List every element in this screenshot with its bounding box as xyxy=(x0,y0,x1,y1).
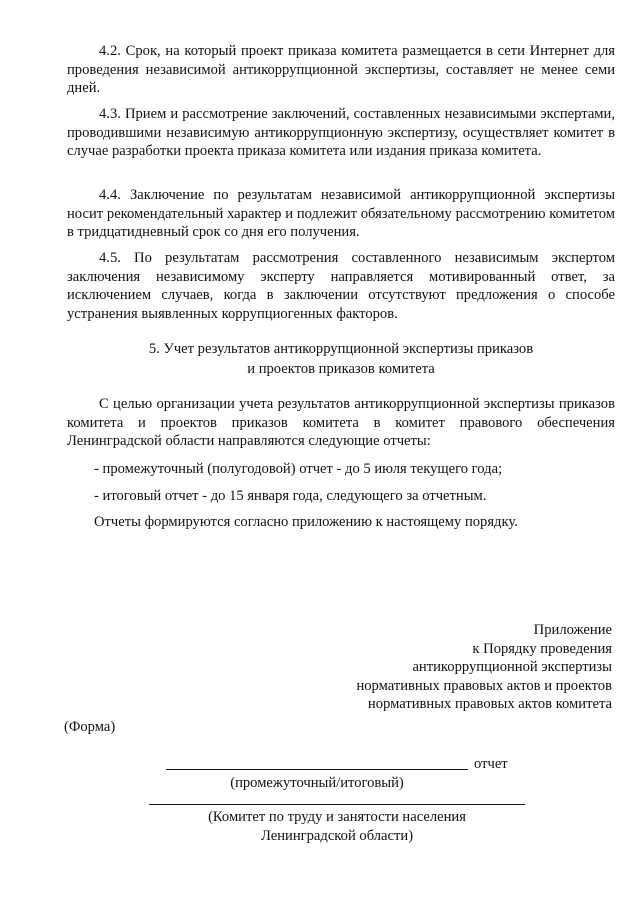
list-item-interim-report: - промежуточный (полугодовой) отчет - до 5 июля текущего года; xyxy=(94,461,503,477)
section-5-intro: С целью организации учета результатов антикоррупционной экспертизы приказов комитета и проектов приказов комитета в комитет правового обеспечения Ленинградской области направляются следующие отчеты: xyxy=(67,396,615,450)
paragraph-4-5: 4.5. По результатам рассмотрения составленного независимым экспертом заключения независимому эксперту направляется мотивированный ответ, за исключением случаев, когда в заключении отсутствуют предложения о способе устранения выявленных коррупциогенных факторов. xyxy=(67,250,615,322)
committee-caption-line: Ленинградской области) xyxy=(260,827,414,844)
section-5-closing: Отчеты формируются согласно приложению к настоящему порядку. xyxy=(94,514,518,530)
section-5-heading-line-1: 5. Учет результатов антикоррупционной экспертизы приказов xyxy=(148,341,534,357)
paragraph-4-3: 4.3. Прием и рассмотрение заключений, составленных независимыми экспертами, проводившими независимую антикоррупционную экспертизу, осуществляет комитет в случае разработки проекта приказа комитета или издания приказа комитета. xyxy=(67,106,615,160)
form-label: (Форма) xyxy=(64,719,116,735)
report-type-caption: (промежуточный/итоговый) xyxy=(230,775,404,791)
list-item-final-report: - итоговый отчет - до 15 января года, следующего за отчетным. xyxy=(94,488,487,504)
section-5-heading-line-2: и проектов приказов комитета xyxy=(247,361,435,377)
appendix-line: антикоррупционной экспертизы xyxy=(412,659,612,676)
appendix-line: нормативных правовых актов комитета xyxy=(367,696,612,713)
appendix-line: к Порядку проведения xyxy=(472,640,612,657)
appendix-line: Приложение xyxy=(533,622,612,638)
appendix-line: нормативных правовых актов и проектов xyxy=(356,677,612,694)
committee-caption-line: (Комитет по труду и занятости населения xyxy=(208,809,466,825)
report-blank-line xyxy=(166,769,468,770)
appendix-header xyxy=(356,621,612,714)
paragraph-4-2: 4.2. Срок, на который проект приказа комитета размещается в сети Интернет для проведения независимой антикоррупционной экспертизы, составляет не менее семи дней. xyxy=(67,43,615,97)
paragraph-4-4: 4.4. Заключение по результатам независимой антикоррупционной экспертизы носит рекомендательный характер и подлежит обязательному рассмотрению комитетом в тридцатидневный срок со дня его получения. xyxy=(67,187,615,241)
committee-blank-line xyxy=(149,804,525,805)
report-word: отчет xyxy=(474,756,508,772)
committee-caption xyxy=(149,808,525,845)
